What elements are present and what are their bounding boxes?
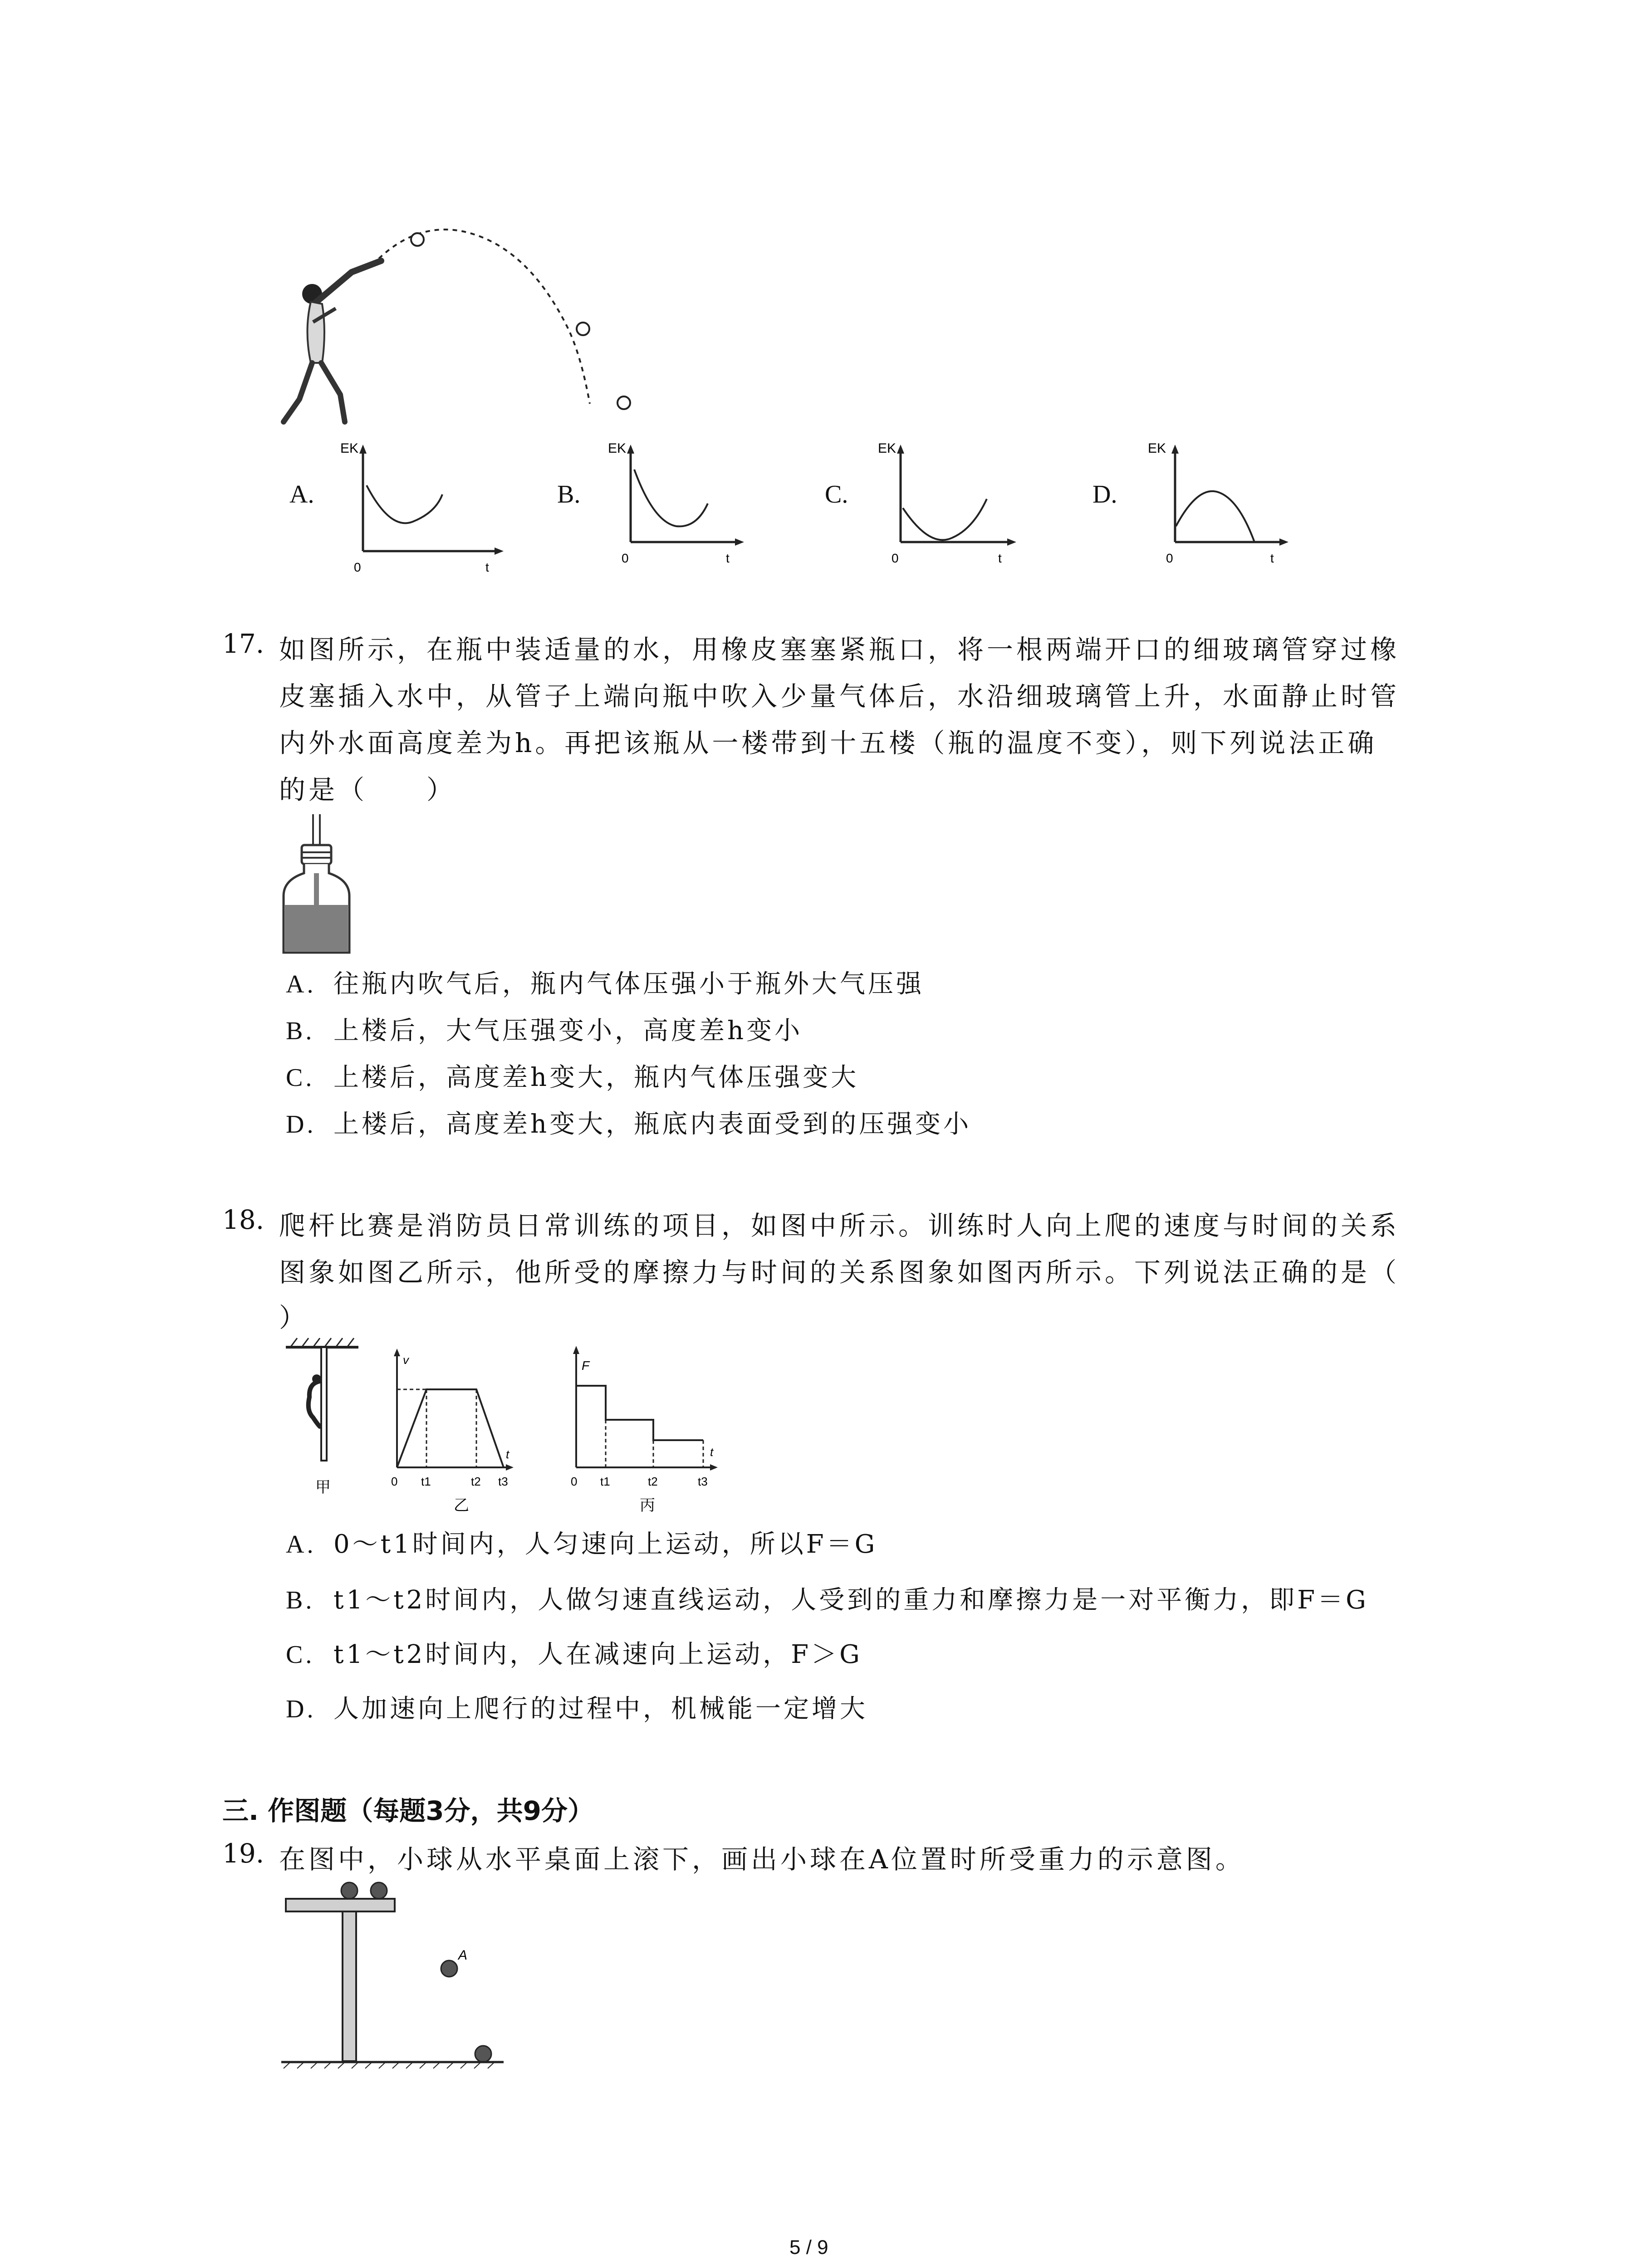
q19-table-ball-figure [277,1878,522,2082]
q18-stem-line-1: 爬杆比赛是消防员日常训练的项目，如图中所示。训练时人向上爬的速度与时间的关系 [279,1210,1400,1241]
q16-d-origin: 0 [1166,551,1173,565]
q16-a-origin: 0 [354,560,361,574]
q16-option-b-label: B. [557,480,581,508]
q18-figure [281,1336,753,1526]
q16-graph-a [336,440,517,576]
q16-d-axis-x: t [1270,551,1274,565]
q16-b-axis-x: t [726,551,730,565]
q18-bing-axis-x: t [710,1445,714,1459]
q19-stem: 在图中，小球从水平桌面上滚下，画出小球在A位置时所受重力的示意图。 [279,1844,1245,1875]
q16-a-axis-y: EK [340,441,359,456]
q16-option-c-label: C. [825,480,848,508]
q18-option-b: B. t1～t2时间内，人做匀速直线运动，人受到的重力和摩擦力是一对平衡力，即F＝G [286,1585,1369,1615]
q18-label-yi: 乙 [454,1497,469,1514]
q16-a-axis-x: t [485,560,489,574]
q18-yi-t2: t2 [471,1475,481,1488]
q18-stem-line-2: 图象如图乙所示，他所受的摩擦力与时间的关系图象如图丙所示。下列说法正确的是（ [279,1257,1400,1288]
q16-graph-b [603,440,785,576]
q16-graph-d [1134,440,1316,576]
q17-option-d: D. 上楼后，高度差h变大，瓶底内表面受到的压强变小 [286,1110,972,1139]
q18-label-jia: 甲 [315,1479,331,1496]
q16-c-axis-x: t [998,551,1002,565]
q18-bing-axis-y: F [582,1359,590,1373]
q16-option-d-label: D. [1092,480,1117,508]
q19-label-a: A [458,1948,468,1963]
q18-yi-t1: t1 [421,1475,431,1488]
q17-stem-line-1: 如图所示，在瓶中装适量的水，用橡皮塞塞紧瓶口，将一根两端开口的细玻璃管穿过橡 [279,634,1400,665]
q17-option-c: C. 上楼后，高度差h变大，瓶内气体压强变大 [286,1063,859,1092]
q18-bing-origin: 0 [571,1475,578,1488]
q18-yi-axis-x: t [506,1447,509,1461]
q16-option-a-label: A. [289,480,314,508]
q19-number: 19. [222,1838,265,1869]
q17-number: 17. [222,628,265,659]
q16-b-axis-y: EK [608,441,627,456]
q16-thrower-figure [272,218,644,431]
q16-c-origin: 0 [892,551,899,565]
q17-bottle-figure [279,814,356,964]
q17-stem-line-2: 皮塞插入水中，从管子上端向瓶中吹入少量气体后，水沿细玻璃管上升，水面静止时管 [279,681,1400,712]
q18-option-a: A. 0～t1时间内，人匀速向上运动，所以F＝G [286,1530,878,1559]
q18-option-c: C. t1～t2时间内，人在减速向上运动，F＞G [286,1640,862,1669]
q17-option-a: A. 往瓶内吹气后，瓶内气体压强小于瓶外大气压强 [286,969,924,999]
q18-bing-t1: t1 [600,1475,610,1488]
q18-label-bing: 丙 [640,1497,655,1514]
q16-graph-c [867,440,1048,576]
q16-b-origin: 0 [622,551,629,565]
q18-bing-t3: t3 [698,1475,708,1488]
q17-stem-line-3: 内外水面高度差为h。再把该瓶从一楼带到十五楼（瓶的温度不变），则下列说法正确 [279,728,1377,758]
page-number: 5 / 9 [789,2236,828,2258]
q18-bing-t2: t2 [648,1475,658,1488]
q18-number: 18. [222,1204,265,1235]
q16-c-axis-y: EK [878,441,896,456]
q16-d-axis-y: EK [1148,441,1166,456]
section-3-title: 三. 作图题（每题3分，共9分） [222,1795,594,1826]
q17-stem-line-4: 的是（ ） [279,774,456,805]
q18-yi-origin: 0 [391,1475,398,1488]
q18-yi-axis-y: v [403,1353,409,1367]
q18-yi-t3: t3 [498,1475,508,1488]
q18-stem-line-3: ） [279,1302,309,1333]
q17-option-b: B. 上楼后，大气压强变小，高度差h变小 [286,1016,803,1046]
q18-option-d: D. 人加速向上爬行的过程中，机械能一定增大 [286,1694,868,1724]
